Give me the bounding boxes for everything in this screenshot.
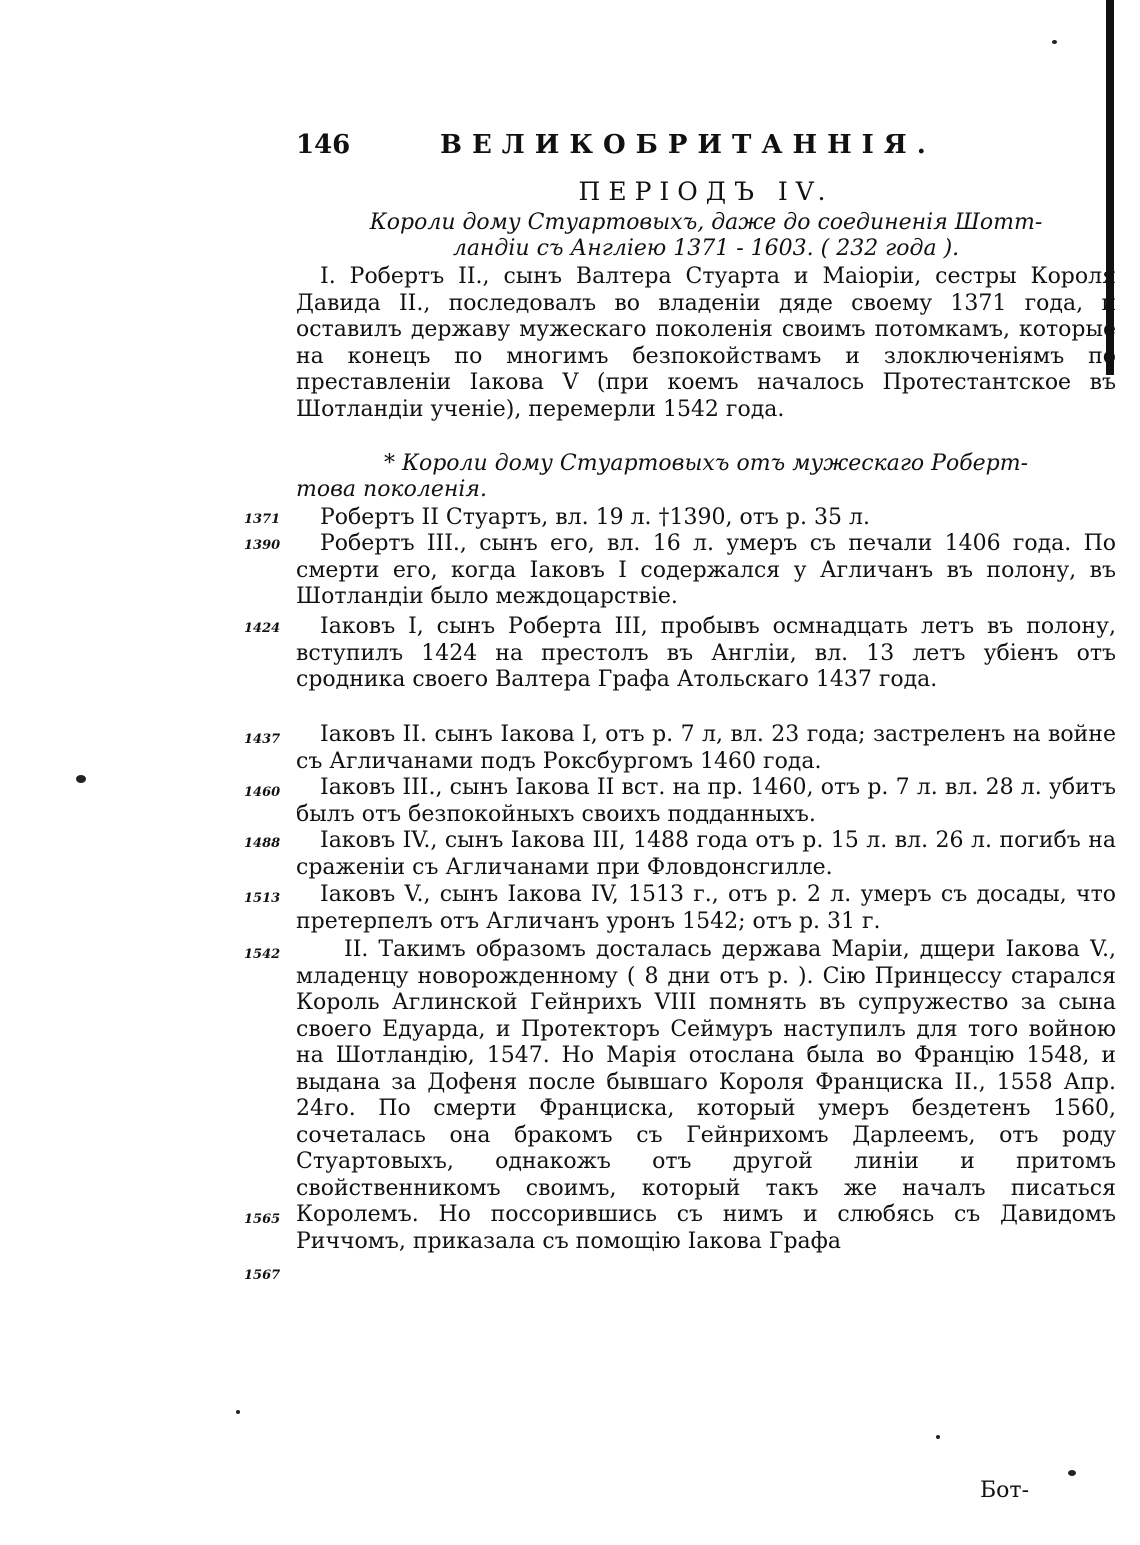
margin-year: 1513	[244, 891, 281, 906]
reign-entry: Іаковъ II. сынъ Іакова I, отъ р. 7 л, вл. 23 года; застреленъ на войне съ Агличанами подъ Роксбургомъ 1460 года.	[296, 722, 1116, 774]
margin-year: 1542	[244, 947, 281, 962]
paragraph-2: II. Такимъ образомъ досталась держава Маріи, дщери Іакова V., младенцу новорожденному ( 8 дни отъ р. ). Сію Принцессу старался Король Аглинской Гейнрихъ VIII помнять въ супружество за сына своего Едуарда, и Протекторъ Сеймуръ наступилъ для того войною на Шотландію, 1547. Но Марія отослана была во Францію 1548, и выдана за Дофеня после бывшаго Короля Франциска II., 1558 Апр. 24го. По смерти Франциска, который умеръ бездетенъ 1560, сочеталась она бракомъ съ Гейнрихомъ Дарлеемъ, отъ роду Стуартовыхъ, однакожъ отъ другой линіи и притомъ свойственникомъ своимъ, который такъ же началъ писаться Королемъ. Но поссорившись съ нимъ и слюбясь съ Давидомъ Риччомъ, приказала съ помощію Іакова Графа	[296, 937, 1116, 1254]
table-heading-line-1: * Короли дому Стуартовыхъ отъ мужескаго Роберт-	[383, 451, 1029, 476]
scan-speck	[1052, 40, 1057, 44]
scan-speck	[1068, 1470, 1076, 1476]
running-header	[296, 126, 936, 166]
scan-speck	[76, 775, 86, 783]
subtitle-line-1: Короли дому Стуартовыхъ, даже до соединенія Шотт-	[369, 210, 1043, 235]
reign-entry: Робертъ II Стуартъ, вл. 19 л. †1390, отъ р. 35 л.	[320, 505, 870, 530]
margin-year: 1371	[244, 512, 281, 527]
scan-speck	[236, 1410, 240, 1414]
catchword: Бот-	[980, 1478, 1030, 1503]
reign-entry: Іаковъ III., сынъ Іакова II вст. на пр. 1460, отъ р. 7 л. вл. 28 л. убитъ былъ отъ безпокойныхъ своихъ подданныхъ.	[296, 775, 1116, 827]
reign-entry: Іаковъ IV., сынъ Іакова III, 1488 года отъ р. 15 л. вл. 26 л. погибъ на сраженіи съ Агличанами при Фловдонсгилле.	[296, 828, 1116, 880]
subtitle-line-2: ландіи съ Англіею 1371 - 1603. ( 232 года ).	[452, 236, 960, 261]
margin-year: 1567	[244, 1268, 281, 1283]
margin-year: 1390	[244, 538, 281, 553]
table-heading-line-2: това поколенія.	[296, 477, 487, 502]
period-heading: ПЕРІОДЪ IV.	[578, 177, 834, 206]
reign-entry: Іаковъ I, сынъ Роберта III, пробывъ осмнадцать летъ въ полону, вступилъ 1424 на престолъ въ Англіи, вл. 13 летъ убіенъ отъ сродника своего Валтера Графа Атольскаго 1437 года.	[296, 614, 1116, 692]
margin-year: 1460	[244, 785, 281, 800]
reign-entry: Іаковъ V., сынъ Іакова IV, 1513 г., отъ р. 2 л. умеръ съ досады, что претерпелъ отъ Агличанъ уронъ 1542; отъ р. 31 г.	[296, 882, 1116, 934]
margin-year: 1437	[244, 732, 281, 747]
margin-year: 1565	[244, 1212, 281, 1227]
page-number: 146	[296, 130, 351, 160]
reign-entry: Робертъ III., сынъ его, вл. 16 л. умеръ съ печали 1406 года. По смерти его, когда Іаковъ I содержался у Агличанъ въ полону, въ Шотландіи было междоцарствіе.	[296, 531, 1116, 609]
margin-year: 1424	[244, 621, 281, 636]
margin-year: 1488	[244, 836, 281, 851]
paragraph-1: I. Робертъ II., сынъ Валтера Стуарта и Маіоріи, сестры Короля Давида II., последовалъ во владеніи дяде своему 1371 года, и оставилъ державу мужескаго поколенія своимъ потомкамъ, которые на конецъ по многимъ безпокойствамъ и злоключеніямъ по преставленіи Іакова V (при коемъ началось Протестантское въ Шотландіи ученіе), перемерли 1542 года.	[296, 264, 1116, 422]
scan-speck	[936, 1435, 940, 1439]
running-title: ВЕЛИКОБРИТАННІЯ.	[440, 130, 936, 160]
